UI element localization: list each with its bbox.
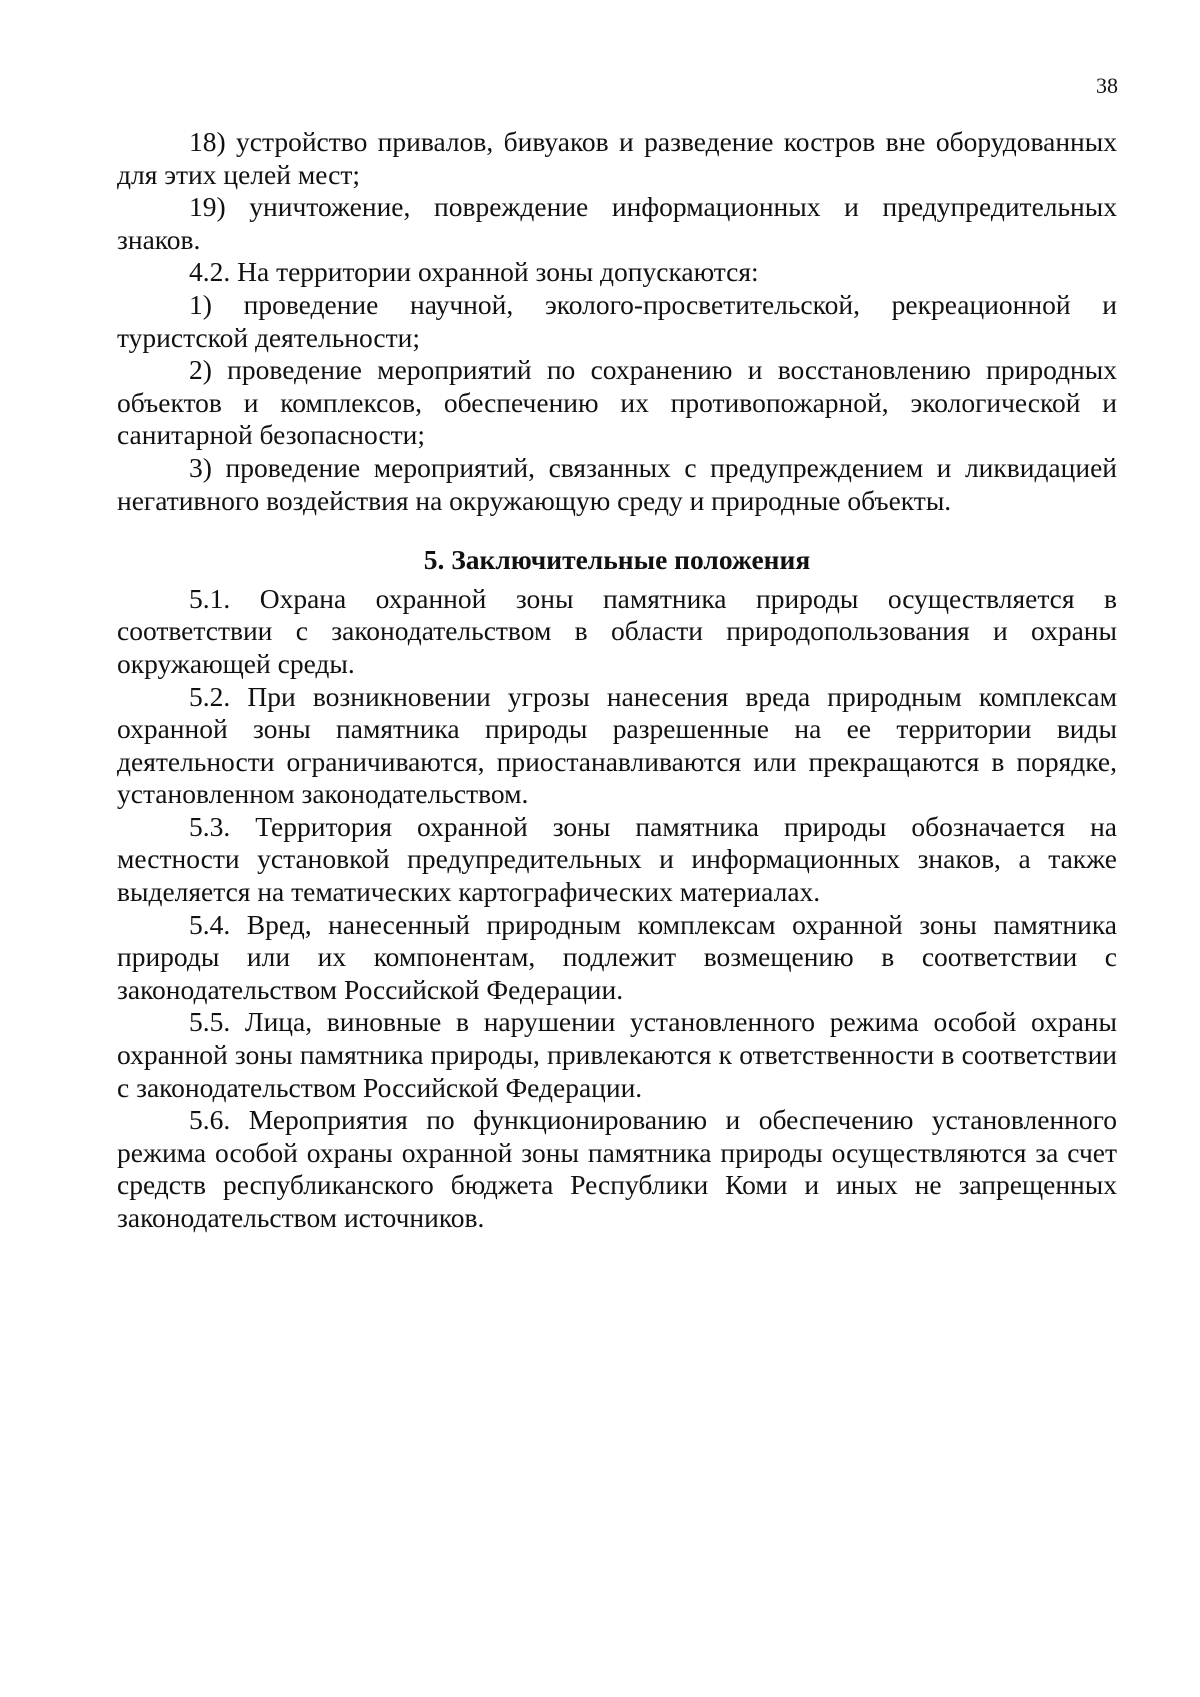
document-body: [117, 126, 1117, 1235]
clause-5-5: 5.5. Лица, виновные в нарушении установленного режима особой охраны охранной зоны памятника природы, привлекаются к ответственности в соответствии с законодательством Российской Федерации.: [117, 1006, 1117, 1103]
clause-5-4: 5.4. Вред, нанесенный природным комплексам охранной зоны памятника природы или их компонентам, подлежит возмещению в соответствии с законодательством Российской Федерации.: [117, 908, 1117, 1005]
clause-5-1: 5.1. Охрана охранной зоны памятника природы осуществляется в соответствии с законодательством в области природопользования и охраны окружающей среды.: [117, 582, 1117, 679]
list-item-18: 18) устройство привалов, бивуаков и разведение костров вне оборудованных для этих целей мест;: [117, 126, 1117, 190]
allowed-item-1: 1) проведение научной, эколого-просветительской, рекреационной и туристской деятельности;: [117, 288, 1117, 353]
allowed-item-2: 2) проведение мероприятий по сохранению и восстановлению природных объектов и комплексов, обеспечению их противопожарной, экологической и санитарной безопасности;: [117, 354, 1117, 451]
allowed-item-3: 3) проведение мероприятий, связанных с предупреждением и ликвидацией негативного воздействия на окружающую среду и природные объекты.: [117, 451, 1117, 516]
clause-5-2: 5.2. При возникновении угрозы нанесения вреда природным комплексам охранной зоны памятника природы разрешенные на ее территории виды деятельности ограничиваются, приостанавливаются или прекращаются в порядке, установленном законодательством.: [117, 680, 1117, 810]
clause-5-6: 5.6. Мероприятия по функционированию и обеспечению установленного режима особой охраны охранной зоны памятника природы осуществляются за счет средств республиканского бюджета Республики Коми и иных не запрещенных законодательством источников.: [117, 1104, 1117, 1233]
section-heading: 5. Заключительные положения: [423, 544, 811, 576]
clause-5-3: 5.3. Территория охранной зоны памятника природы обозначается на местности установкой предупредительных и информационных знаков, а также выделяется на тематических картографических материалах.: [117, 810, 1117, 908]
list-item-19: 19) уничтожение, повреждение информационных и предупредительных знаков.: [117, 191, 1117, 255]
page-number: 38: [1096, 73, 1118, 98]
clause-4-2: 4.2. На территории охранной зоны допускаются:: [189, 256, 759, 288]
